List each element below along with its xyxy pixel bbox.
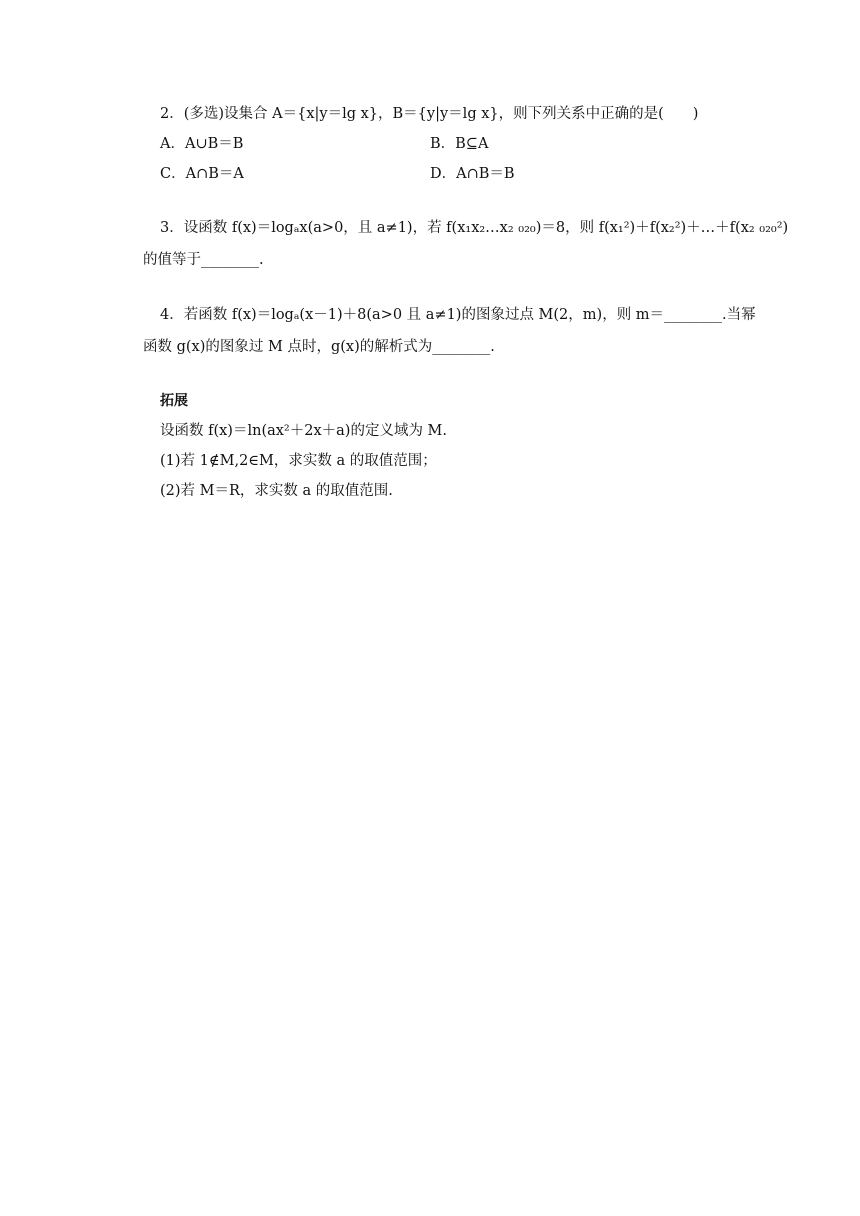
question-2-option-b: B．B⊆A — [430, 136, 489, 152]
question-4-line-2: 函数 g(x)的图象过 M 点时，g(x)的解析式为________. — [143, 339, 495, 355]
question-3-line-2: 的值等于________. — [143, 252, 264, 268]
question-2-option-a: A．A∪B＝B — [160, 136, 244, 152]
extension-part-1: (1)若 1∉M,2∈M，求实数 a 的取值范围； — [160, 453, 437, 469]
extension-part-2: (2)若 M＝R，求实数 a 的取值范围. — [160, 483, 393, 499]
question-2-option-d: D．A∩B＝B — [430, 166, 515, 182]
question-4-line-1: 4．若函数 f(x)＝logₐ(x－1)＋8(a>0 且 a≠1)的图象过点 M(2，m)，则 m＝________.当幂 — [160, 307, 756, 323]
extension-intro: 设函数 f(x)＝ln(ax²＋2x＋a)的定义域为 M. — [160, 423, 448, 439]
question-2-stem: 2．(多选)设集合 A＝{x|y＝lg x}，B＝{y|y＝lg x}，则下列关系中正确的是( ) — [160, 106, 699, 122]
question-3-line-1: 3．设函数 f(x)＝logₐx(a>0，且 a≠1)，若 f(x₁x₂…x₂ ₀₂₀)＝8，则 f(x₁²)＋f(x₂²)＋…＋f(x₂ ₀₂₀²) — [160, 220, 789, 236]
question-2-option-c: C．A∩B＝A — [160, 166, 244, 182]
extension-title: 拓展 — [160, 393, 188, 409]
